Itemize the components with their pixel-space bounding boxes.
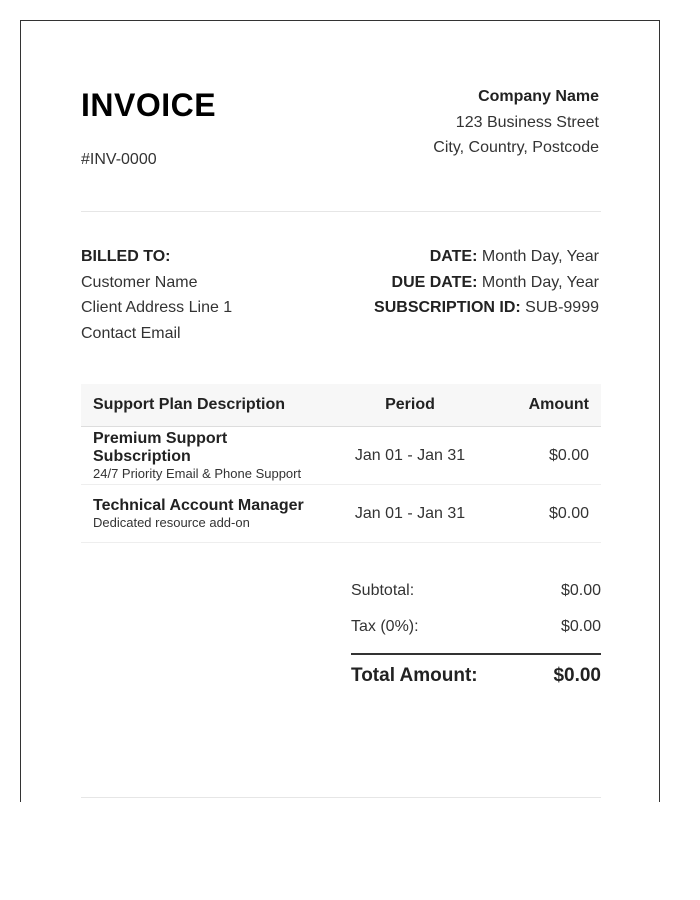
billed-to-label: BILLED TO:	[81, 248, 171, 265]
date-label: DATE:	[429, 248, 478, 265]
table-header-row	[81, 384, 601, 427]
contact-email: Contact Email	[81, 324, 181, 342]
table-row	[81, 427, 601, 485]
row-description	[81, 485, 333, 543]
totals-block	[351, 581, 601, 687]
item-subtitle: 24/7 Priority Email & Phone Support	[93, 465, 302, 481]
invoice-meta	[374, 244, 599, 321]
subscription-id-line	[374, 295, 599, 321]
row-amount: $0.00	[487, 427, 601, 485]
total-amount-row	[351, 655, 601, 687]
invoice-page	[20, 20, 660, 802]
item-title: Technical Account Manager	[93, 496, 304, 514]
header-description: Support Plan Description	[81, 384, 333, 427]
row-amount: $0.00	[487, 485, 601, 543]
invoice-number: #INV-0000	[81, 151, 157, 168]
company-name: Company Name	[478, 88, 599, 105]
header-period: Period	[333, 384, 487, 427]
tax-label: Tax (0%):	[351, 618, 419, 635]
company-city: City, Country, Postcode	[433, 139, 599, 156]
billed-to-block	[81, 244, 232, 346]
row-period: Jan 01 - Jan 31	[333, 485, 487, 543]
header-divider	[81, 211, 601, 212]
tax-value: $0.00	[560, 618, 601, 635]
item-title: Premium Support Subscription	[93, 429, 228, 465]
date-line	[374, 244, 599, 270]
subtotal-value: $0.00	[560, 582, 601, 599]
subscription-id-label: SUBSCRIPTION ID:	[374, 299, 521, 316]
customer-name: Customer Name	[81, 273, 198, 291]
subtotal-label: Subtotal:	[351, 582, 415, 599]
total-amount-value: $0.00	[553, 665, 601, 686]
subscription-id-value: SUB-9999	[525, 299, 599, 316]
total-amount-label: Total Amount:	[351, 665, 478, 686]
item-subtitle: Dedicated resource add-on	[93, 514, 250, 530]
line-items-table	[81, 384, 601, 543]
due-date-label: DUE DATE:	[391, 273, 478, 291]
table-row	[81, 485, 601, 543]
date-value: Month Day, Year	[481, 248, 599, 265]
due-date-value: Month Day, Year	[481, 273, 599, 291]
footer-divider	[81, 797, 601, 798]
due-date-line	[374, 270, 599, 296]
company-block	[433, 84, 599, 161]
invoice-title: INVOICE	[81, 87, 217, 123]
client-address: Client Address Line 1	[81, 299, 233, 316]
row-description	[81, 427, 333, 485]
header-amount: Amount	[487, 384, 601, 427]
row-period: Jan 01 - Jan 31	[333, 427, 487, 485]
company-street: 123 Business Street	[455, 113, 599, 131]
tax-row	[351, 617, 601, 653]
subtotal-row	[351, 581, 601, 617]
